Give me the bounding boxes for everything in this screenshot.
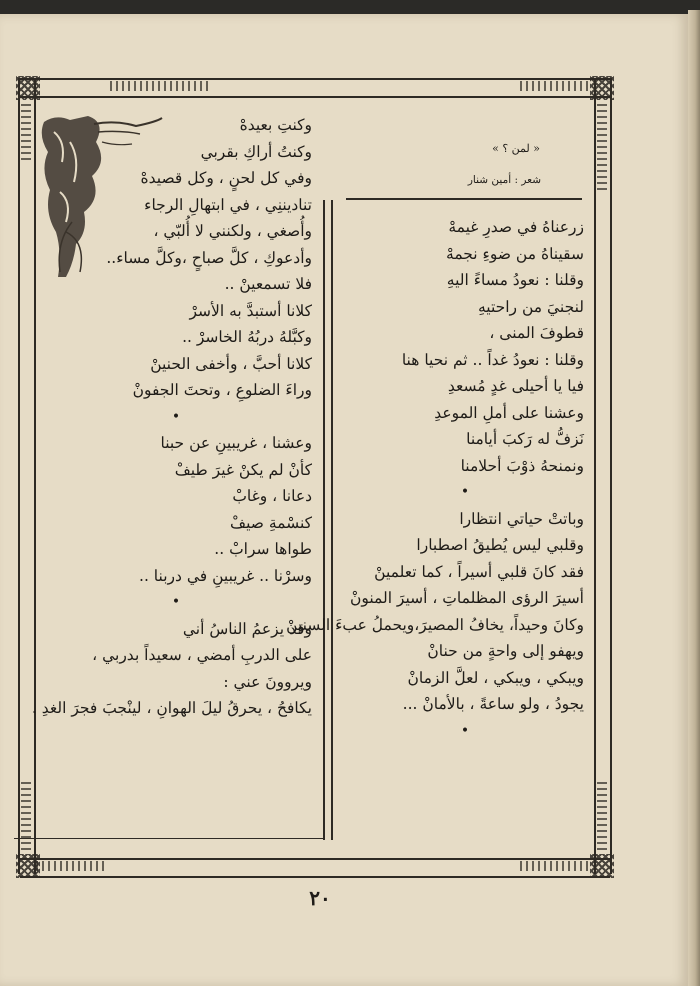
poem-line: فقد كانَ قلبي أسيراً ، كما تعلمينْ [374,562,584,581]
poem-line: دعانا ، وغابْ [232,487,312,505]
poem-line: وأدعوكِ ، كلَّ صباحٍ ،وكلَّ مساء.. [106,248,312,267]
stanza-separator: • [460,722,470,739]
ornament-strip [21,780,31,850]
poem-line: سقيناهُ من ضوءِ نجمهْ [446,244,584,263]
stanza-separator: • [171,408,181,425]
poem-line: كلانا أحبَّ ، وأخفى الحنينْ [150,354,312,373]
ornament-strip [520,861,590,871]
poem-line: كأنْ لم يكنْ غيرَ طيفْ [174,460,312,479]
page-edge [688,10,700,986]
ornament-strip [597,100,607,190]
poem-line: وعشنا على أملِ الموعدِ [434,403,584,422]
poem-line: وكنتِ بعيدهْ [239,116,312,134]
left-column-poem [31,112,312,722]
poem-line: فيا يا أحيلى غدٍ مُسعدِ [447,377,584,395]
title-rule [346,198,582,200]
column-divider [323,200,325,840]
poem-line: وعشنا ، غريبينِ عن حبنا [160,434,312,452]
poem-line: لنجنيَ من راحتيهِ [478,297,584,316]
poem-line: وكبَّلهُ دربُهُ الخاسرْ .. [182,328,312,346]
poem-line: يجودُ ، ولو ساعةً ، بالأمانْ ... [402,695,584,713]
frame-corner [16,854,40,878]
poem-line: وراءَ الضلوعِ ، وتحتَ الجفونْ [132,381,312,399]
page-number: ٢٠ [309,886,331,910]
poem-line: وباتتْ حياتي انتظارا [459,509,584,528]
stanza-separator: • [460,484,470,500]
frame-corner [590,76,614,100]
ornament-strip [36,861,106,871]
poem-line: على الدربِ أمضي ، سعيداً بدربي ، [92,646,312,664]
poem-line: وقلنا : نعودُ مساءً اليهِ [446,271,584,289]
poem-line: وأُصغي ، ولكنني لا أُلبّي ، [153,222,312,240]
frame-corner [590,854,614,878]
column-divider [331,200,333,840]
poem-line: قطوفَ المنى ، [489,324,584,342]
right-column-poem [286,214,584,744]
poem-line: وقد يزعمُ الناسُ أني [182,619,312,638]
poem-author: شعر : أمين شنار [467,174,541,186]
poem-title: « لمن ؟ » [492,142,540,155]
poem-line: كنسْمةِ صيفْ [230,513,312,532]
poem-line: أسيرَ الرؤى المظلماتِ ، أسيرَ المنونْ [349,589,584,607]
poem-line: زرعناهُ في صدرِ غيمهْ [448,218,584,236]
poem-line: فلا تسمعينْ .. [224,275,312,293]
poem-line: وقلنا : نعودُ غداً .. ثم نحيا هنا [401,350,584,369]
poem-line: وسرْنا .. غريبينِ في دربنا .. [139,566,312,585]
poem-line: ويبكي ، ويبكي ، لعلَّ الزمانْ [407,668,584,687]
poem-line: يكافحُ ، يحرقُ ليلَ الهوانِ ، لينْجبَ فجرَ الغدِ . [31,699,312,717]
poem-line: طواها سرابْ .. [214,540,312,558]
ornament-strip [520,81,590,91]
poem-line: تناديننِي ، في ابتهالِ الرجاء [144,195,312,214]
frame-corner [16,76,40,100]
poem-line: ونمنحهُ ذوْبَ أحلامنا [460,456,584,475]
poem-line: وقلبي ليس يُطيقُ اصطبارا [416,536,584,554]
poem-line: ويهفو إلى واحةٍ من حنانْ [427,642,584,660]
poem-line: وكانَ وحيداً، يخافُ المصيرَ،ويحملُ عبءَ السنينْ [286,615,584,634]
poem-line: وكنتُ أراكِ بقربي [200,142,312,161]
frame-right-border [594,78,612,874]
frame-left-border [18,78,36,874]
stanza-separator: • [171,594,181,610]
poem-line: وفي كل لحنٍ ، وكل قصيدهْ [140,169,312,187]
bottom-rule [14,838,324,839]
poem-line: كلانا أستبدَّ به الأسرْ [189,301,312,320]
ornament-strip [110,81,210,91]
ornament-strip [597,780,607,850]
poem-line: نَزفُّ له رَكبَ أيامنا [466,430,584,448]
ornament-strip [21,100,31,160]
poem-line: ويروونَ عني : [223,672,312,691]
